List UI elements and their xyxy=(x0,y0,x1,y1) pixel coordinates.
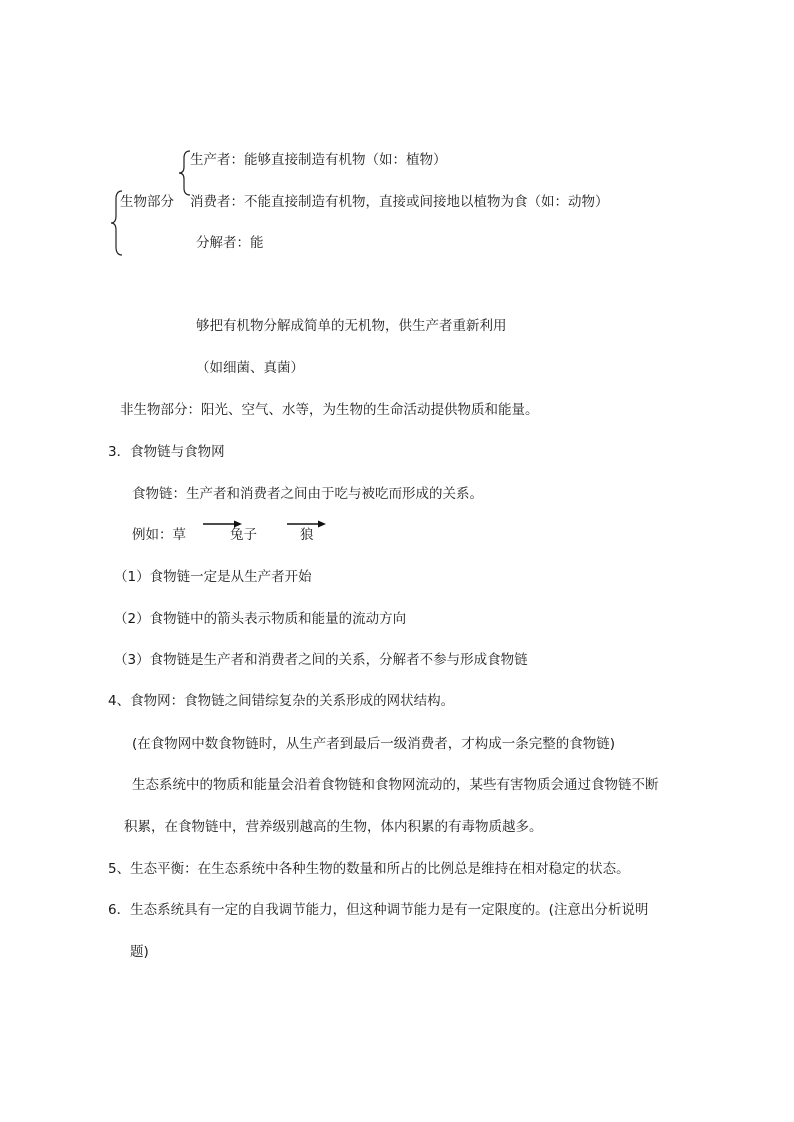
decomposer-example: （如细菌、真菌） xyxy=(196,360,304,376)
example-rabbit: 兔子 xyxy=(230,527,257,543)
section-6-line-1: 6．生态系统具有一定的自我调节能力，但这种调节能力是有一定限度的。(注意出分析说明 xyxy=(108,902,649,918)
example-wolf: 狼 xyxy=(300,527,314,543)
section-5: 5、生态平衡：在生态系统中各种生物的数量和所占的比例总是维持在相对稳定的状态。 xyxy=(108,861,630,877)
decomposer-line: 分解者：能 xyxy=(196,235,264,251)
food-chain-definition: 食物链：生产者和消费者之间由于吃与被吃而形成的关系。 xyxy=(132,486,483,502)
decomposer-continued: 够把有机物分解成简单的无机物，供生产者重新利用 xyxy=(196,318,507,334)
consumer-line: 消费者：不能直接制造有机物，直接或间接地以植物为食（如：动物） xyxy=(190,194,609,210)
example-label: 例如：草 xyxy=(132,527,186,543)
accumulation-para-2: 积累，在食物链中，营养级别越高的生物，体内积累的有毒物质越多。 xyxy=(124,819,543,835)
bio-part-label: 生物部分 xyxy=(120,194,174,210)
point-2: （2）食物链中的箭头表示物质和能量的流动方向 xyxy=(114,611,407,627)
point-1: （1）食物链一定是从生产者开始 xyxy=(114,569,312,585)
section-3-heading: 3．食物链与食物网 xyxy=(108,444,225,460)
point-3: （3）食物链是生产者和消费者之间的关系，分解者不参与形成食物链 xyxy=(114,652,528,668)
nonbio-line: 非生物部分：阳光、空气、水等，为生物的生命活动提供物质和能量。 xyxy=(120,402,539,418)
accumulation-para-1: 生态系统中的物质和能量会沿着食物链和食物网流动的，某些有害物质会通过食物链不断 xyxy=(132,777,659,793)
producer-line: 生产者：能够直接制造有机物（如：植物） xyxy=(190,152,447,168)
section-4-heading: 4、食物网：食物链之间错综复杂的关系形成的网状结构。 xyxy=(108,693,455,709)
food-web-note: (在食物网中数食物链时，从生产者到最后一级消费者，才构成一条完整的食物链) xyxy=(132,736,616,752)
section-6-line-2: 题) xyxy=(130,944,149,960)
